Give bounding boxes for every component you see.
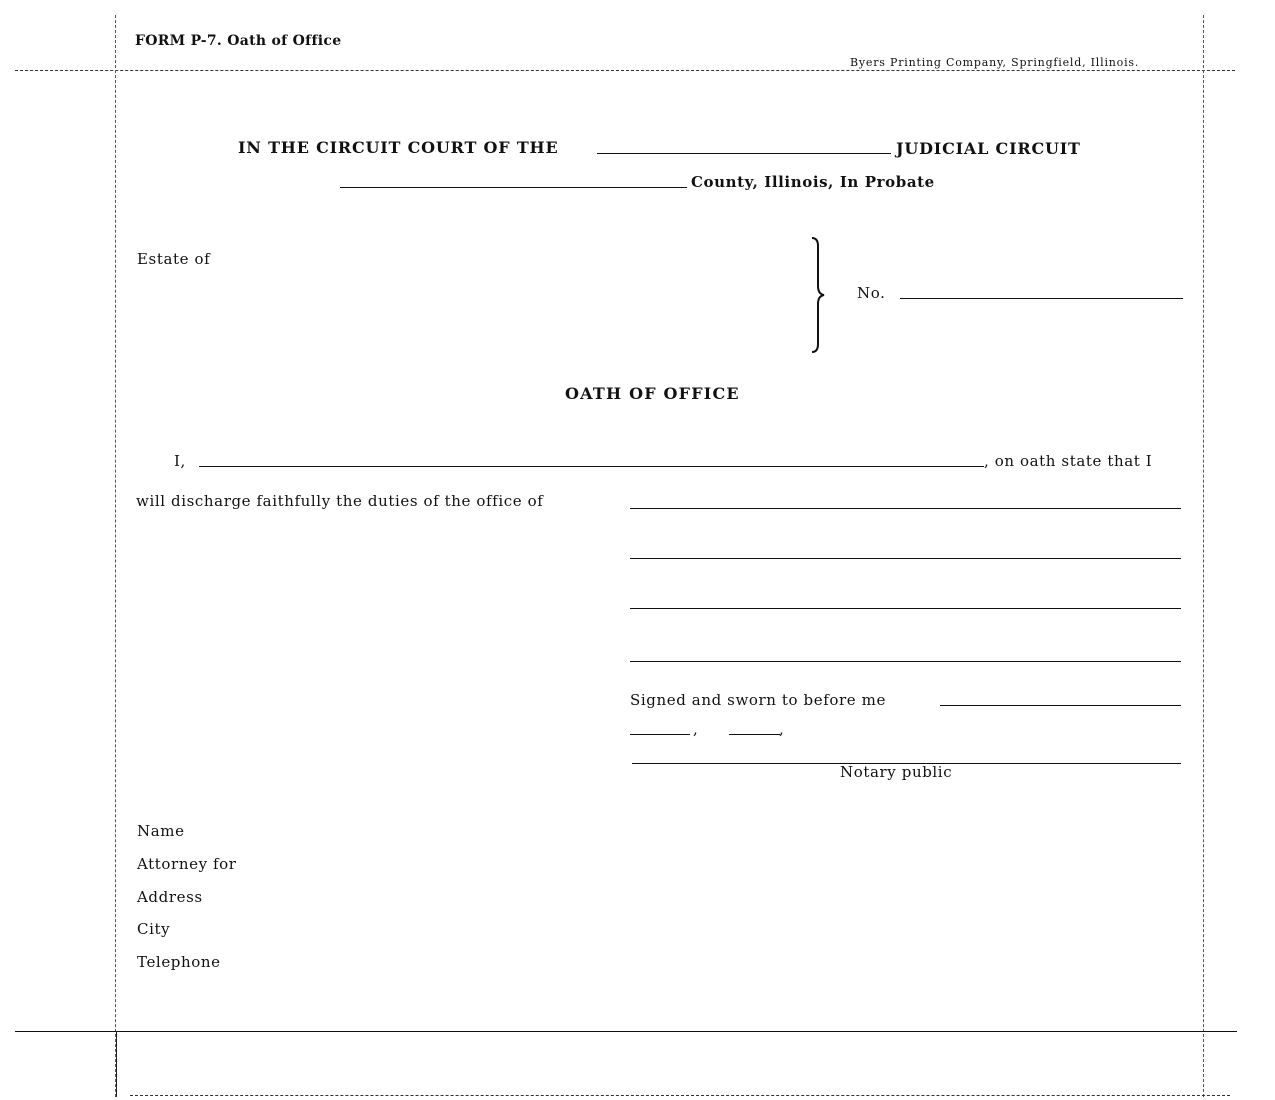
footer-dash-line: [130, 1095, 1230, 1096]
attorney-city-label: City: [137, 920, 171, 938]
sworn-date-blank[interactable]: [940, 705, 1181, 706]
left-margin-line: [115, 15, 116, 1097]
day-blank[interactable]: [630, 734, 690, 735]
office-blank-3[interactable]: [630, 608, 1181, 609]
bottom-border-line: [15, 1031, 1237, 1032]
county-blank[interactable]: [340, 187, 687, 188]
right-margin-line: [1203, 15, 1204, 1097]
affiant-name-blank[interactable]: [199, 466, 984, 467]
office-blank-1[interactable]: [630, 508, 1181, 509]
date-comma-2: ,: [779, 720, 785, 738]
office-blank-2[interactable]: [630, 558, 1181, 559]
sworn-label: Signed and sworn to before me: [630, 691, 886, 709]
caption-brace: [806, 236, 830, 354]
case-number-blank[interactable]: [900, 298, 1183, 299]
court-prefix: IN THE CIRCUIT COURT OF THE: [238, 138, 559, 157]
oath-line1-prefix: I,: [174, 452, 186, 470]
circuit-blank[interactable]: [597, 153, 891, 154]
court-suffix: JUDICIAL CIRCUIT: [896, 139, 1081, 158]
estate-label: Estate of: [137, 250, 211, 268]
attorney-for-label: Attorney for: [137, 855, 237, 873]
number-label: No.: [857, 284, 886, 302]
form-title: FORM P-7. Oath of Office: [135, 33, 342, 49]
attorney-address-label: Address: [137, 888, 203, 906]
top-border-line: [15, 70, 1235, 71]
attorney-name-label: Name: [137, 822, 185, 840]
office-blank-4[interactable]: [630, 661, 1181, 662]
date-comma-1: ,: [693, 720, 699, 738]
bottom-left-edge: [116, 1031, 117, 1097]
oath-line1-suffix: , on oath state that I: [984, 452, 1153, 470]
notary-label: Notary public: [840, 763, 953, 781]
oath-line2-prefix: will discharge faithfully the duties of the office of: [136, 492, 544, 510]
year-blank[interactable]: [729, 734, 780, 735]
printer-credit: Byers Printing Company, Springfield, Illinois.: [850, 56, 1140, 69]
county-suffix: County, Illinois, In Probate: [691, 173, 935, 191]
document-title: OATH OF OFFICE: [565, 384, 740, 403]
attorney-telephone-label: Telephone: [137, 953, 221, 971]
